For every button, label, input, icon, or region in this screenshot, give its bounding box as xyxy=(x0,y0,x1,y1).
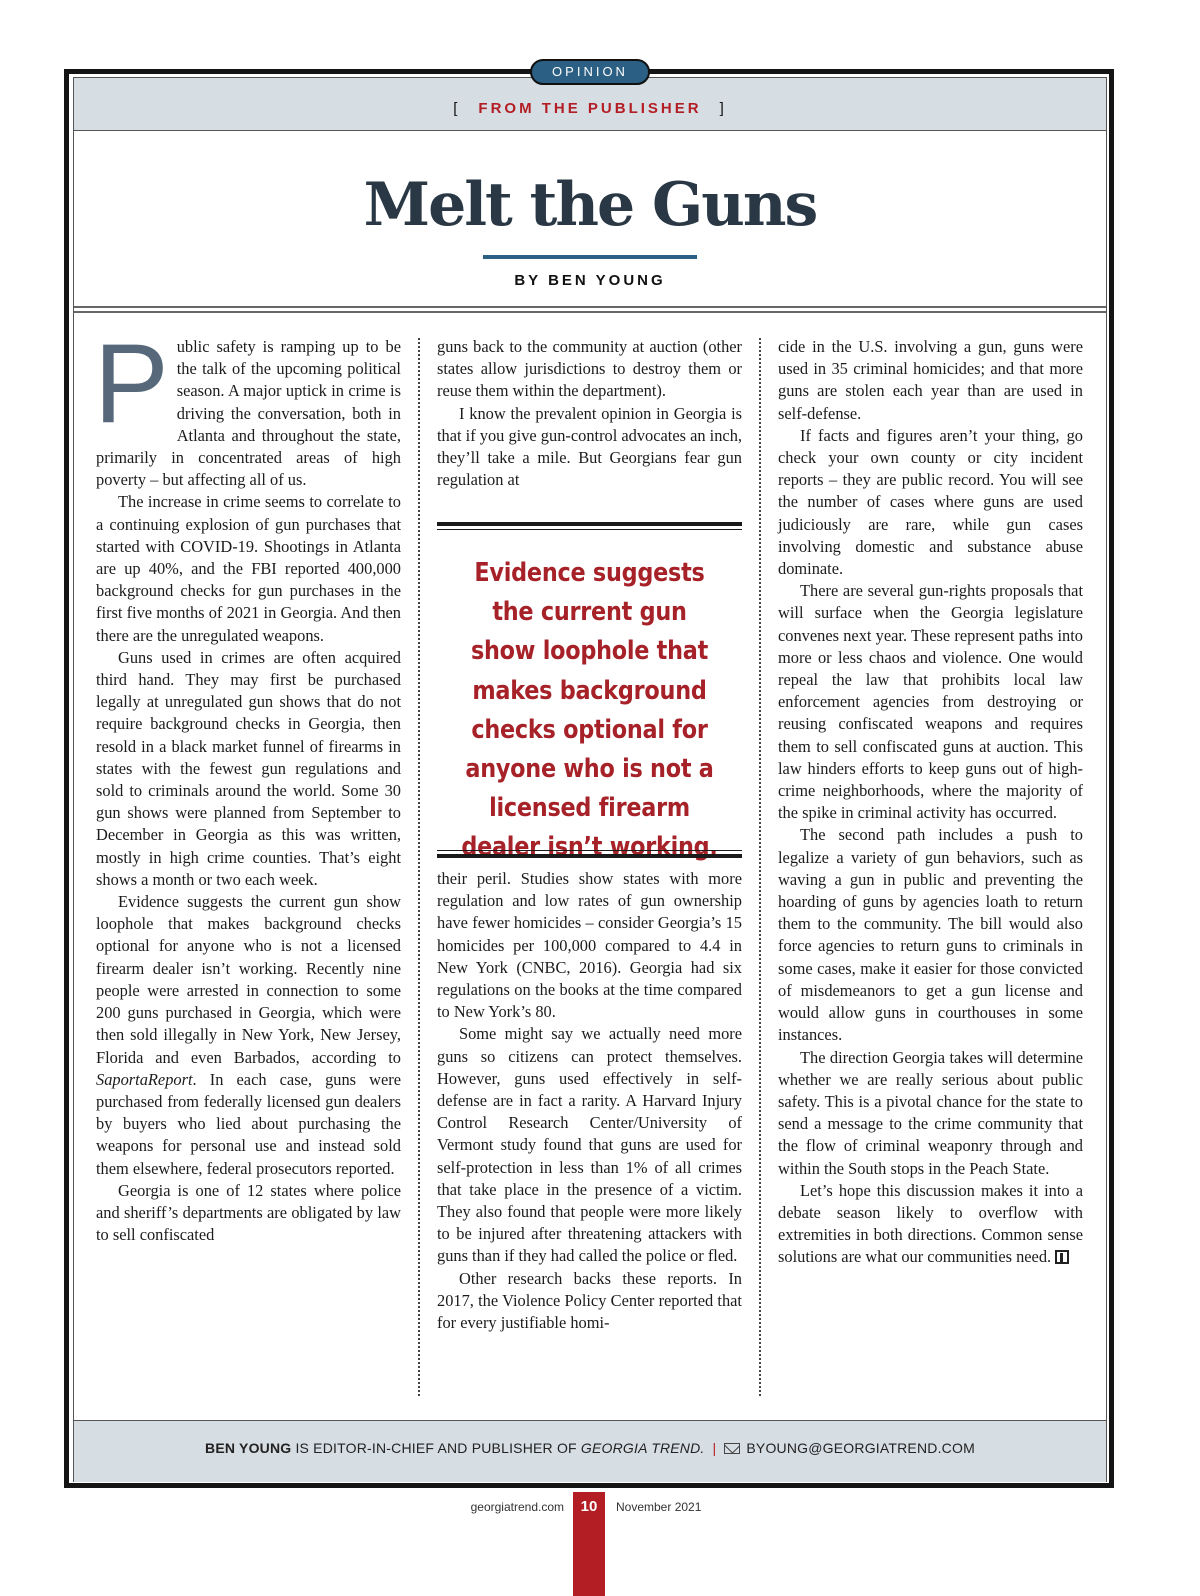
paragraph: The increase in crime seems to correlate to a continuing explosion of gun purchases that started with COVID-19. Shootings in Atlanta are up 40%, and the FBI reported 400,000 background checks for gun purchases in the first five months of 2021 in Georgia. And then there are the unregulated weapons. xyxy=(96,492,401,645)
paragraph: guns back to the community at auction (other states allow jurisdictions to destroy them or reuse them within the department). xyxy=(437,337,742,401)
end-mark-icon xyxy=(1055,1250,1069,1264)
paragraph-text: Evidence suggests the current gun show loophole that makes background checks optional for anyone who is not a licensed firearm dealer isn’t working. Recently nine people were arrested in connection to some 200 guns purchased in Georgia, which were then sold illegally in New York, New Jersey, Florida and even Barbados, according to xyxy=(96,892,401,1067)
paragraph: The direction Georgia takes will determine whether we are really serious about public safety. This is a pivotal chance for the state to send a message to the crime community that the flow of criminal weaponry through and within the South stops in the Peach State. xyxy=(778,1047,1083,1178)
paragraph: I know the prevalent opinion in Georgia is that if you give gun-control advocates an inch, they’ll take a mile. But Georgians fear gun regulation at xyxy=(437,403,742,490)
paragraph: cide in the U.S. involving a gun, guns were used in 35 criminal homicides; and that more guns are stolen each year than are used in self-defense. xyxy=(778,337,1083,423)
author-role: IS EDITOR-IN-CHIEF AND PUBLISHER OF xyxy=(291,1440,581,1456)
title-underline xyxy=(483,255,697,259)
article-column-2-bottom xyxy=(437,868,742,1334)
publication-name: GEORGIA TREND. xyxy=(580,1440,705,1456)
column-divider xyxy=(759,338,761,1396)
paragraph: Other research backs these reports. In 2017, the Violence Policy Center reported that for every justifiable homi- xyxy=(437,1268,742,1333)
source-name: SaportaReport xyxy=(96,1069,193,1089)
folio-website[interactable]: georgiatrend.com xyxy=(470,1500,564,1514)
author-bio xyxy=(74,1440,1106,1456)
kicker-bracket-close: ] xyxy=(719,100,727,117)
paragraph: their peril. Studies show states with more regulation and low rates of gun ownership have fewer homicides – consider Georgia’s 15 homicides per 100,000 compared to 4.4 in New York (CNBC, 2016). Georgia had six regulations on the books at the time compared to New York’s 80. xyxy=(437,869,742,1022)
paragraph: Guns used in crimes are often acquired third hand. They may first be purchased legally at unregulated gun shows that do not require background checks in Georgia, then resold in a black market funnel of firearms in states with the fewest gun regulations and sold to criminals around the world. Some 30 gun shows were planned from September to December in Georgia as this was written, mostly in high crime counties. That’s eight shows a month or two each week. xyxy=(96,647,401,889)
kicker-bracket-open: [ xyxy=(453,100,461,117)
paragraph-text: . In each case, guns were purchased from federally licensed gun dealers by buyers who lied about purchasing the weapons for personal use and instead sold them elsewhere, federal prosecutors reported. xyxy=(96,1069,401,1178)
kicker xyxy=(74,100,1106,117)
paragraph: ublic safety is ramping up to be the talk of the upcoming political season. A major uptick in crime is driving the conversation, both in Atlanta and throughout the state, primarily in concentrated areas of high poverty – but affecting all of us. xyxy=(96,337,401,490)
drop-cap: P xyxy=(94,321,169,446)
footer-separator: | xyxy=(712,1440,717,1456)
paragraph: The second path includes a push to legalize a variety of gun behaviors, such as waving a gun in public and preventing the hoarding of guns by agencies loath to return them to the community. The bill would also force agencies to return guns to criminals in some cases, make it easier for those convicted of misdemeanors to get a gun license and would allow guns in courthouses in some instances. xyxy=(778,825,1083,1045)
paragraph: There are several gun-rights proposals that will surface when the Georgia legislature convenes next year. These represent paths into more or less chaos and violence. One would repeal the law that prohibits local law enforcement agencies from destroying or reusing confiscated weapons and requires them to sell confiscated guns at auction. This law hinders efforts to keep guns out of high-crime neighborhoods, where the majority of the spike in criminal activity has occurred. xyxy=(778,581,1083,823)
article-column-3 xyxy=(778,336,1083,1269)
paragraph: If facts and figures aren’t your thing, go check your own county or city incident reports – they are public record. You will see the number of cases where guns are used judiciously are rare, while gun cases involving domestic and substance abuse dominate. xyxy=(778,425,1083,579)
article-title: Melt the Guns xyxy=(363,170,817,240)
pull-quote: Evidence suggests the current gun show loophole that makes background checks optional for anyone who is not a licensed firearm dealer isn’t working. xyxy=(461,558,718,863)
article-column-1 xyxy=(94,321,401,1246)
paragraph: Georgia is one of 12 states where police and sheriff’s departments are obligated by law to sell confiscated xyxy=(96,1180,401,1245)
kicker-label: FROM THE PUBLISHER xyxy=(478,100,702,117)
section-label-badge: OPINION xyxy=(530,59,650,85)
pull-quote-rule-bottom xyxy=(437,850,742,858)
pull-quote-rule-top xyxy=(437,522,742,530)
mail-icon xyxy=(724,1443,740,1454)
header-divider xyxy=(74,311,1106,313)
header-divider xyxy=(74,306,1106,308)
paragraph xyxy=(778,1180,1083,1269)
column-divider xyxy=(418,338,420,1396)
paragraph xyxy=(96,891,401,1180)
paragraph-text: Let’s hope this discussion makes it into a debate season likely to overflow with extremities in both directions. Common sense solutions are what our communities need. xyxy=(778,1180,1083,1267)
folio-issue: November 2021 xyxy=(616,1500,702,1514)
byline: BY BEN YOUNG xyxy=(514,272,666,289)
page-number: 10 xyxy=(580,1498,598,1515)
author-email[interactable]: BYOUNG@GEORGIATREND.COM xyxy=(746,1440,975,1456)
author-name: BEN YOUNG xyxy=(205,1440,292,1456)
paragraph: Some might say we actually need more guns so citizens can protect themselves. However, guns used effectively in self-defense are in fact a rarity. A Harvard Injury Control Research Center/University of Vermont study found that guns are used for self-protection in less than 1% of all crimes that take place in the presence of a victim. They also found that people were more likely to be injured after threatening attackers with guns than if they had called the police or fled. xyxy=(437,1024,742,1266)
article-column-2-top xyxy=(437,336,742,491)
